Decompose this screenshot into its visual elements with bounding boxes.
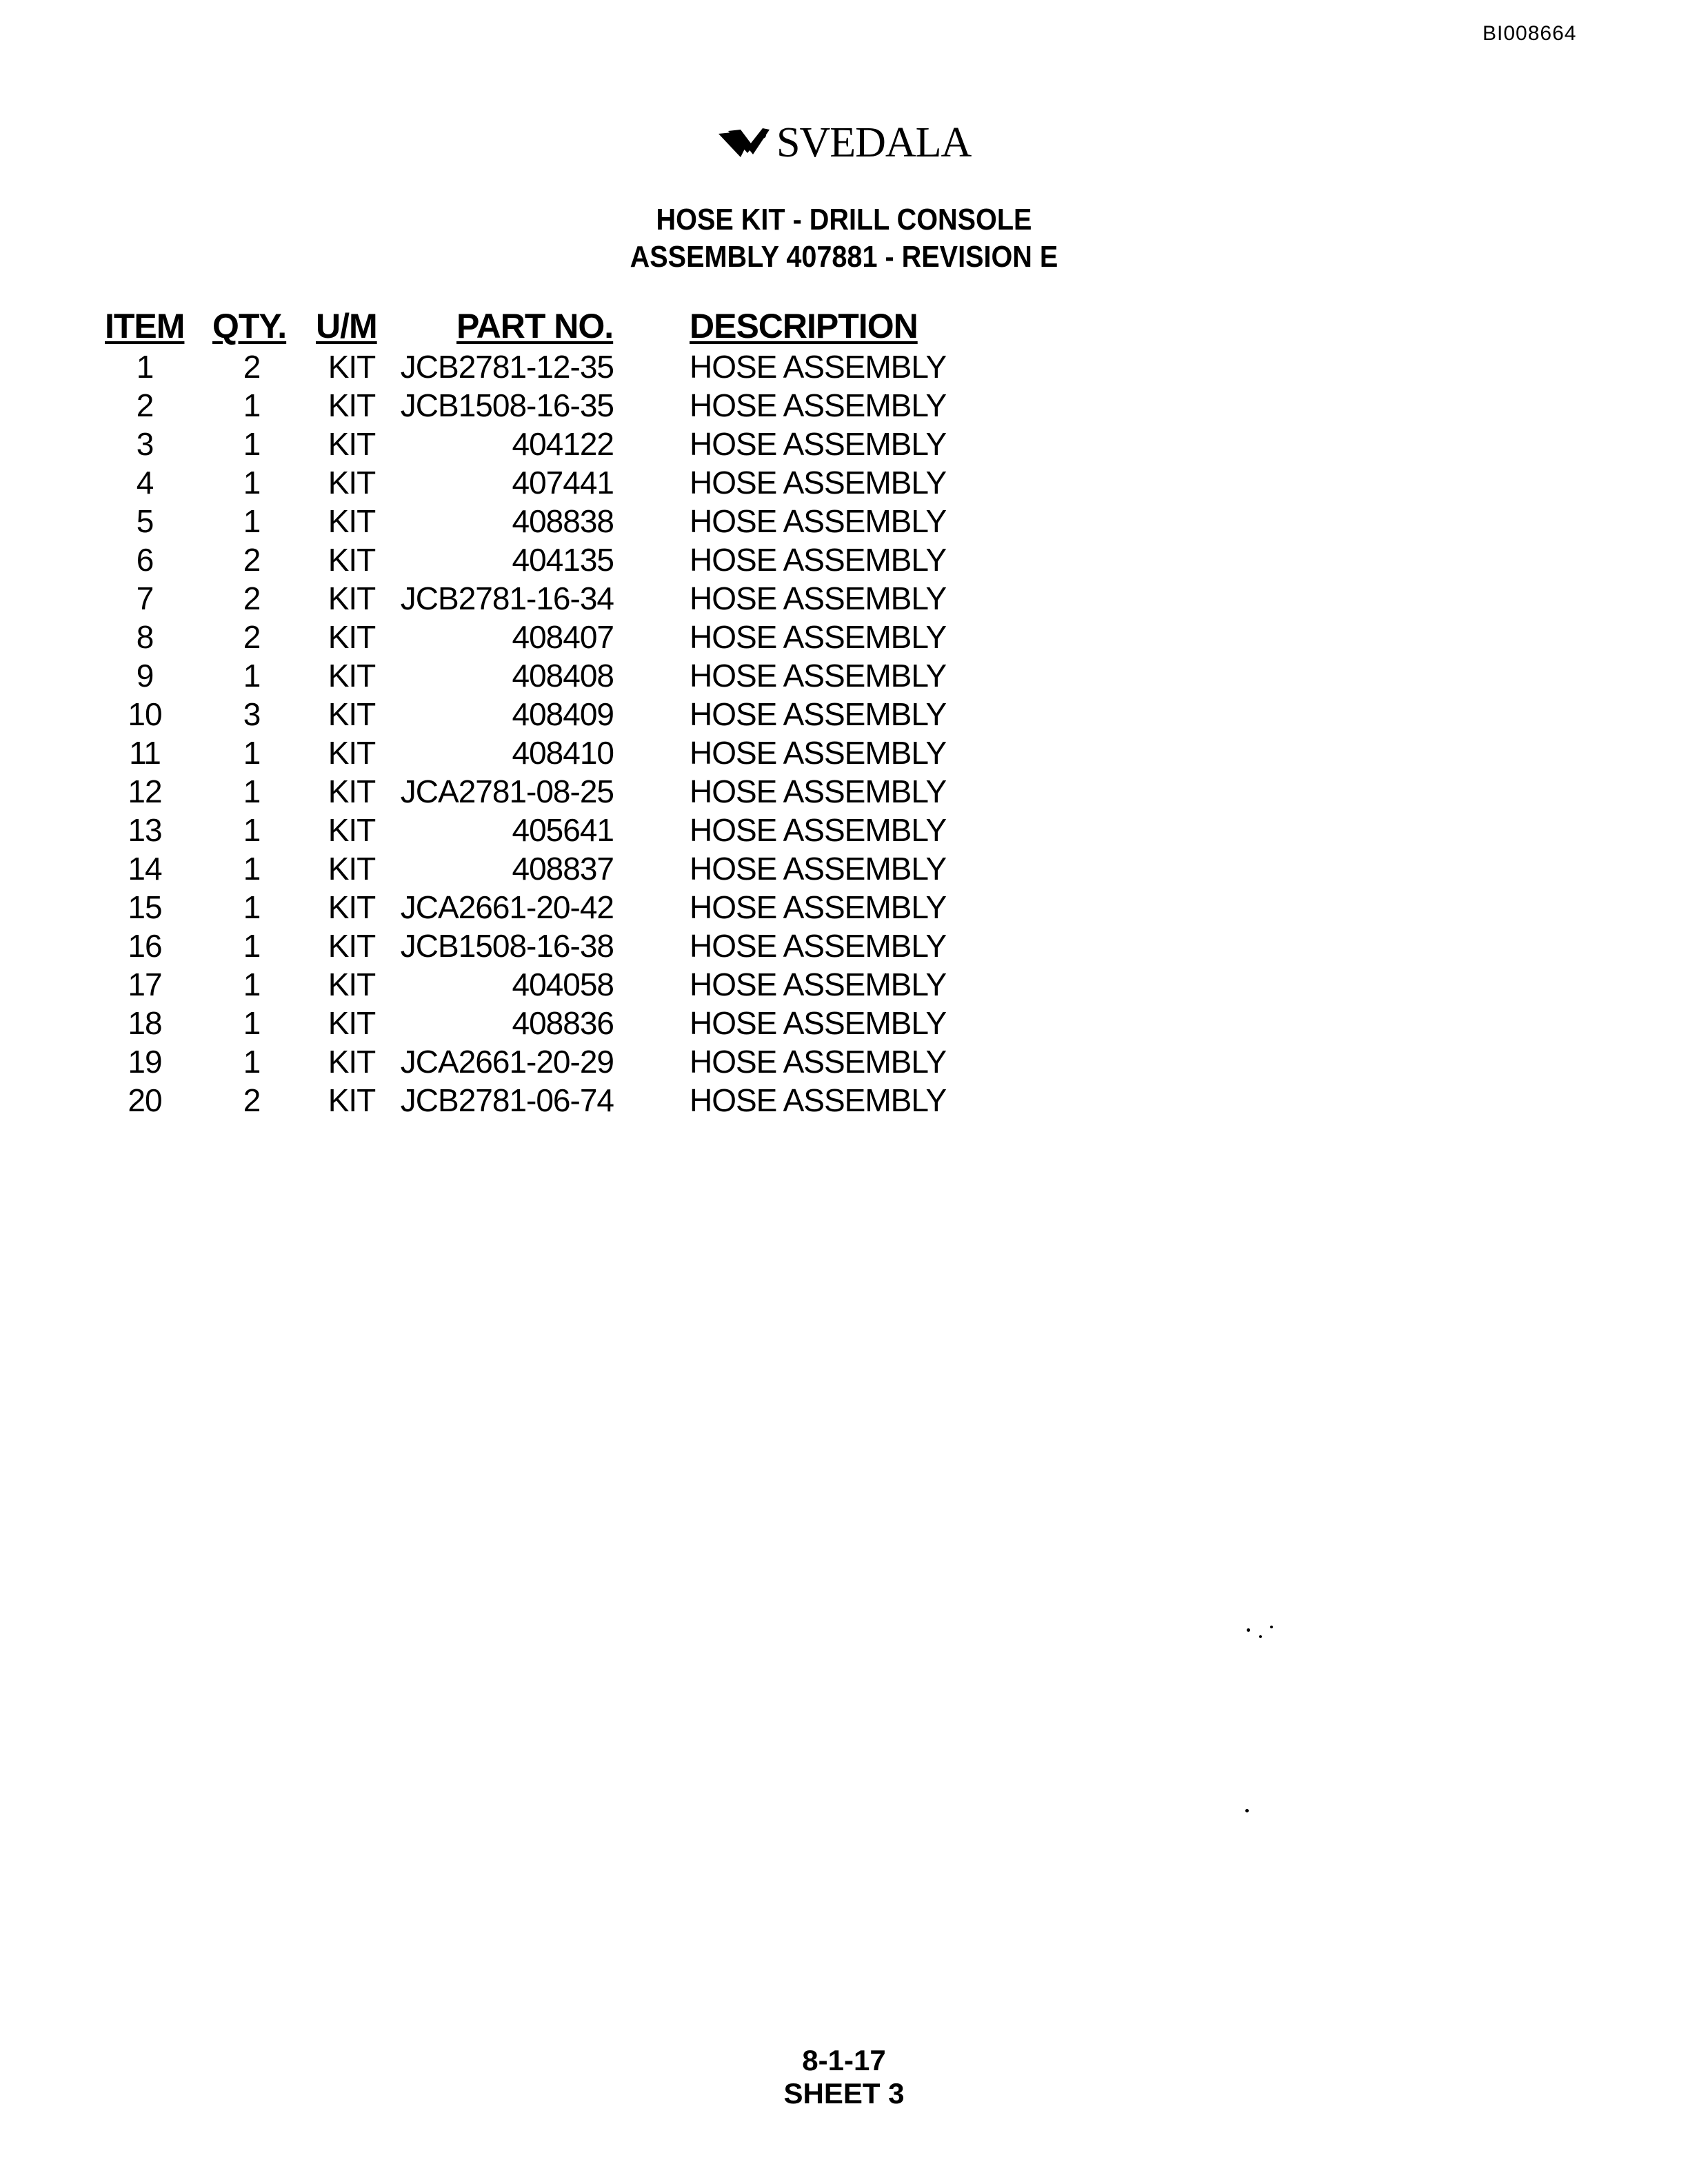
description: HOSE ASSEMBLY bbox=[690, 619, 947, 655]
item-number: 18 bbox=[128, 1005, 162, 1041]
unit-of-measure: KIT bbox=[328, 619, 376, 655]
unit-of-measure: KIT bbox=[328, 503, 376, 539]
item-number: 4 bbox=[136, 465, 154, 501]
part-number: JCB2781-12-35 bbox=[400, 349, 614, 385]
item-number: 16 bbox=[128, 928, 162, 964]
brand-name: SVEDALA bbox=[776, 119, 972, 166]
unit-of-measure: KIT bbox=[328, 542, 376, 578]
description: HOSE ASSEMBLY bbox=[690, 658, 947, 694]
quantity: 1 bbox=[243, 387, 261, 423]
item-number: 6 bbox=[136, 542, 154, 578]
document-id: BI008664 bbox=[1483, 22, 1577, 45]
sheet-number: SHEET 3 bbox=[783, 2077, 905, 2110]
scan-speck bbox=[1270, 1626, 1273, 1628]
description: HOSE ASSEMBLY bbox=[690, 967, 947, 1002]
part-number: JCA2661-20-42 bbox=[400, 889, 614, 925]
part-number: 408836 bbox=[512, 1005, 614, 1041]
item-number: 15 bbox=[128, 889, 162, 925]
header-description: DESCRIPTION bbox=[690, 307, 918, 345]
part-number: JCA2781-08-25 bbox=[400, 774, 614, 809]
quantity: 1 bbox=[243, 774, 261, 809]
unit-of-measure: KIT bbox=[328, 889, 376, 925]
quantity: 1 bbox=[243, 1044, 261, 1080]
quantity: 2 bbox=[243, 542, 261, 578]
unit-of-measure: KIT bbox=[328, 465, 376, 501]
quantity: 1 bbox=[243, 465, 261, 501]
unit-of-measure: KIT bbox=[328, 580, 376, 616]
scan-speck bbox=[1245, 1809, 1249, 1812]
item-number: 3 bbox=[136, 426, 154, 462]
description: HOSE ASSEMBLY bbox=[690, 889, 947, 925]
header-item: ITEM bbox=[105, 307, 185, 345]
item-number: 1 bbox=[136, 349, 154, 385]
part-number: 407441 bbox=[512, 465, 614, 501]
part-number: 405641 bbox=[512, 812, 614, 848]
part-number: 408837 bbox=[512, 851, 614, 887]
part-number: 408409 bbox=[512, 696, 614, 732]
description: HOSE ASSEMBLY bbox=[690, 465, 947, 501]
part-number: JCA2661-20-29 bbox=[400, 1044, 614, 1080]
item-number: 10 bbox=[128, 696, 162, 732]
item-number: 14 bbox=[128, 851, 162, 887]
quantity: 1 bbox=[243, 967, 261, 1002]
quantity: 2 bbox=[243, 580, 261, 616]
description: HOSE ASSEMBLY bbox=[690, 349, 947, 385]
header-um: U/M bbox=[316, 307, 377, 345]
part-number: 404135 bbox=[512, 542, 614, 578]
part-number: 408408 bbox=[512, 658, 614, 694]
part-number: JCB1508-16-35 bbox=[400, 387, 614, 423]
quantity: 1 bbox=[243, 812, 261, 848]
unit-of-measure: KIT bbox=[328, 1005, 376, 1041]
unit-of-measure: KIT bbox=[328, 1044, 376, 1080]
item-number: 20 bbox=[128, 1082, 162, 1118]
quantity: 1 bbox=[243, 658, 261, 694]
part-number: 404058 bbox=[512, 967, 614, 1002]
quantity: 2 bbox=[243, 1082, 261, 1118]
header-part-no: PART NO. bbox=[456, 307, 614, 345]
part-number: 408410 bbox=[512, 735, 614, 771]
item-number: 7 bbox=[136, 580, 154, 616]
description: HOSE ASSEMBLY bbox=[690, 851, 947, 887]
item-number: 8 bbox=[136, 619, 154, 655]
item-number: 9 bbox=[136, 658, 154, 694]
scan-speck bbox=[1259, 1635, 1262, 1638]
svedala-logo-icon bbox=[717, 125, 774, 161]
part-number: 404122 bbox=[512, 426, 614, 462]
description: HOSE ASSEMBLY bbox=[690, 928, 947, 964]
description: HOSE ASSEMBLY bbox=[690, 774, 947, 809]
part-number: 408838 bbox=[512, 503, 614, 539]
part-number: JCB1508-16-38 bbox=[400, 928, 614, 964]
unit-of-measure: KIT bbox=[328, 387, 376, 423]
unit-of-measure: KIT bbox=[328, 1082, 376, 1118]
part-number: 408407 bbox=[512, 619, 614, 655]
page-number: 8-1-17 bbox=[802, 2044, 886, 2076]
description: HOSE ASSEMBLY bbox=[690, 426, 947, 462]
description: HOSE ASSEMBLY bbox=[690, 1082, 947, 1118]
description: HOSE ASSEMBLY bbox=[690, 580, 947, 616]
description: HOSE ASSEMBLY bbox=[690, 1005, 947, 1041]
item-number: 5 bbox=[136, 503, 154, 539]
item-number: 11 bbox=[129, 735, 161, 771]
quantity: 1 bbox=[243, 851, 261, 887]
unit-of-measure: KIT bbox=[328, 928, 376, 964]
description: HOSE ASSEMBLY bbox=[690, 503, 947, 539]
quantity: 1 bbox=[243, 426, 261, 462]
unit-of-measure: KIT bbox=[328, 426, 376, 462]
document-subtitle: ASSEMBLY 407881 - REVISION E bbox=[630, 240, 1058, 274]
document-title: HOSE KIT - DRILL CONSOLE bbox=[656, 203, 1032, 236]
brand-logo bbox=[717, 119, 971, 168]
quantity: 1 bbox=[243, 503, 261, 539]
quantity: 3 bbox=[243, 696, 261, 732]
item-number: 12 bbox=[128, 774, 162, 809]
description: HOSE ASSEMBLY bbox=[690, 735, 947, 771]
unit-of-measure: KIT bbox=[328, 735, 376, 771]
quantity: 1 bbox=[243, 1005, 261, 1041]
quantity: 1 bbox=[243, 928, 261, 964]
item-number: 17 bbox=[128, 967, 162, 1002]
description: HOSE ASSEMBLY bbox=[690, 387, 947, 423]
description: HOSE ASSEMBLY bbox=[690, 812, 947, 848]
scan-speck bbox=[1247, 1628, 1250, 1632]
unit-of-measure: KIT bbox=[328, 658, 376, 694]
item-number: 13 bbox=[128, 812, 162, 848]
unit-of-measure: KIT bbox=[328, 967, 376, 1002]
quantity: 2 bbox=[243, 349, 261, 385]
unit-of-measure: KIT bbox=[328, 774, 376, 809]
unit-of-measure: KIT bbox=[328, 696, 376, 732]
unit-of-measure: KIT bbox=[328, 349, 376, 385]
quantity: 1 bbox=[243, 735, 261, 771]
description: HOSE ASSEMBLY bbox=[690, 1044, 947, 1080]
part-number: JCB2781-06-74 bbox=[400, 1082, 614, 1118]
quantity: 2 bbox=[243, 619, 261, 655]
unit-of-measure: KIT bbox=[328, 812, 376, 848]
description: HOSE ASSEMBLY bbox=[690, 542, 947, 578]
description: HOSE ASSEMBLY bbox=[690, 696, 947, 732]
quantity: 1 bbox=[243, 889, 261, 925]
part-number: JCB2781-16-34 bbox=[400, 580, 614, 616]
item-number: 19 bbox=[128, 1044, 162, 1080]
item-number: 2 bbox=[136, 387, 154, 423]
unit-of-measure: KIT bbox=[328, 851, 376, 887]
header-qty: QTY. bbox=[212, 307, 287, 345]
